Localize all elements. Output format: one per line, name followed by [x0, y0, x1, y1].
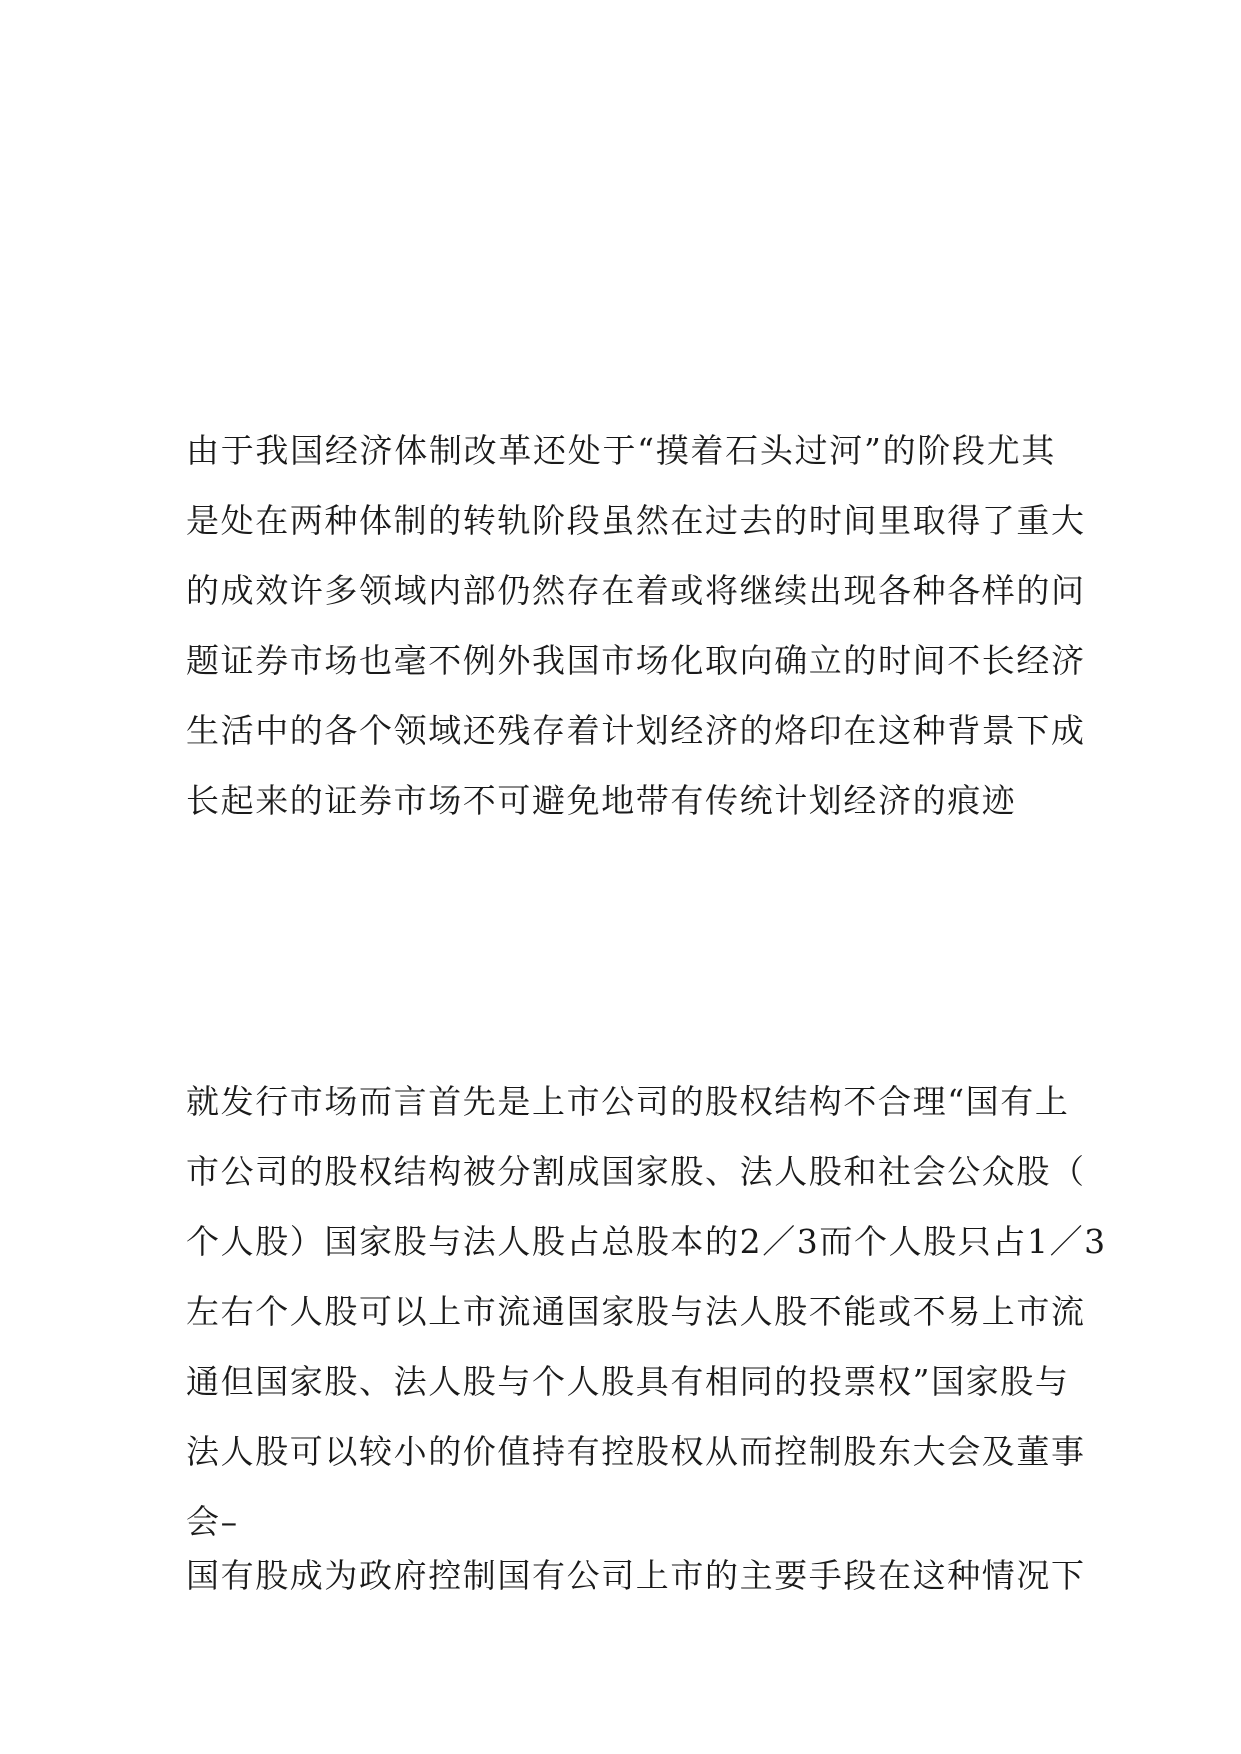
- text-line: 题证券市场也毫不例外我国市场化取向确立的时间不长经济: [186, 641, 1086, 680]
- text-line: 法人股可以较小的价值持有控股权从而控制股东大会及董事: [186, 1432, 1086, 1471]
- paragraph-1: [186, 416, 1086, 836]
- text-line: 的成效许多领域内部仍然存在着或将继续出现各种各样的问: [186, 571, 1086, 610]
- text-line: 就发行市场而言首先是上市公司的股权结构不合理“国有上: [186, 1082, 1070, 1121]
- text-line: 由于我国经济体制改革还处于“摸着石头过河”的阶段尤其: [186, 431, 1056, 470]
- text-line: 会–: [186, 1502, 239, 1541]
- text-line: 市公司的股权结构被分割成国家股、法人股和社会公众股（: [186, 1152, 1086, 1191]
- paragraph-2: [186, 1067, 1107, 1557]
- text-line: 生活中的各个领域还残存着计划经济的烙印在这种背景下成: [186, 711, 1086, 750]
- text-line: 通但国家股、法人股与个人股具有相同的投票权”国家股与: [186, 1362, 1070, 1401]
- text-line: 国有股成为政府控制国有公司上市的主要手段在这种情况下: [186, 1556, 1086, 1595]
- text-line: 是处在两种体制的转轨阶段虽然在过去的时间里取得了重大: [186, 501, 1086, 540]
- paragraph-3: [186, 1541, 1086, 1611]
- text-line: 左右个人股可以上市流通国家股与法人股不能或不易上市流: [186, 1292, 1086, 1331]
- text-line: 个人股）国家股与法人股占总股本的2／3而个人股只占1／3: [186, 1222, 1107, 1261]
- text-line: 长起来的证券市场不可避免地带有传统计划经济的痕迹: [186, 781, 1017, 820]
